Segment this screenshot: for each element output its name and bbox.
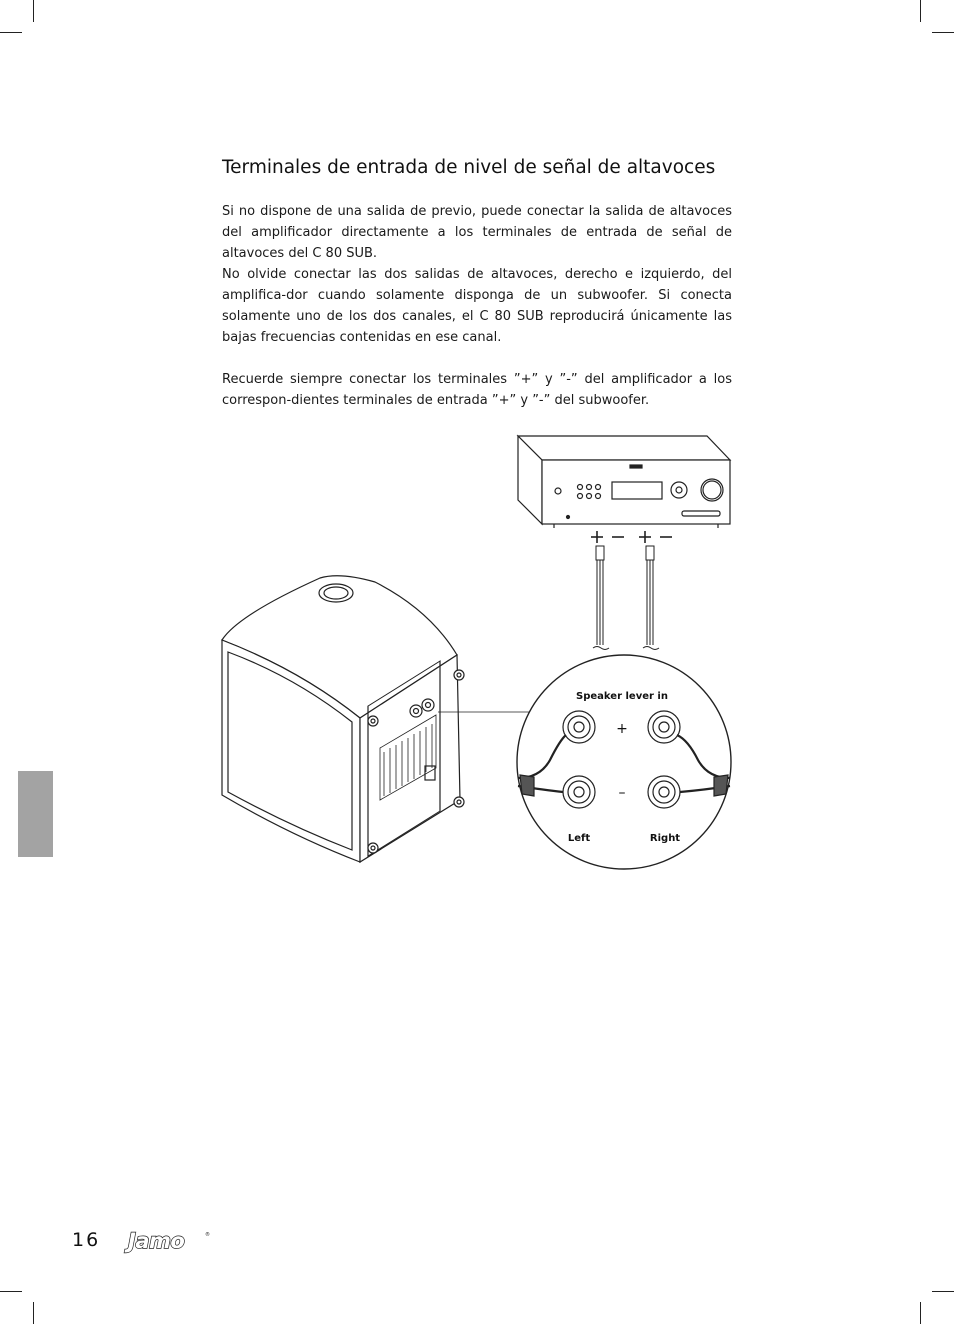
speaker-cables [593, 546, 659, 650]
speaker-terminal-callout [517, 655, 731, 869]
registered-mark: ® [205, 1232, 210, 1238]
page-heading: Terminales de entrada de nivel de señal de altavoces [222, 157, 716, 178]
paragraph: Recuerde siempre conectar los terminales ”+” y ”-” del amplificador a los correspon-dientes terminales de entrada ”+” y ”-” del subwoofer. [222, 372, 732, 408]
left-label: Left [567, 833, 591, 844]
subwoofer-illustration [222, 576, 464, 862]
callout-title: Speaker lever in [576, 691, 668, 702]
plus-label: + [616, 721, 628, 737]
page-number: 16 [72, 1229, 101, 1251]
paragraph: No olvide conectar las dos salidas de altavoces, derecho e izquierdo, del amplifica-dor cuando solamente disponga de un subwoofer. Si conecta solamente uno de los dos canales, el C 80 SUB reproducirá únicamente las bajas frecuencias contenidas en ese canal. [222, 267, 732, 345]
jamo-logo: Jamo [128, 1229, 185, 1253]
right-label: Right [649, 833, 681, 844]
amplifier-illustration [518, 436, 730, 528]
paragraph: Si no dispone de una salida de previo, puede conectar la salida de altavoces del amplificador directamente a los terminales de entrada de señal de altavoces del C 80 SUB. [222, 204, 732, 261]
minus-label: – [618, 785, 626, 801]
amplifier-terminal-signs [591, 531, 672, 543]
